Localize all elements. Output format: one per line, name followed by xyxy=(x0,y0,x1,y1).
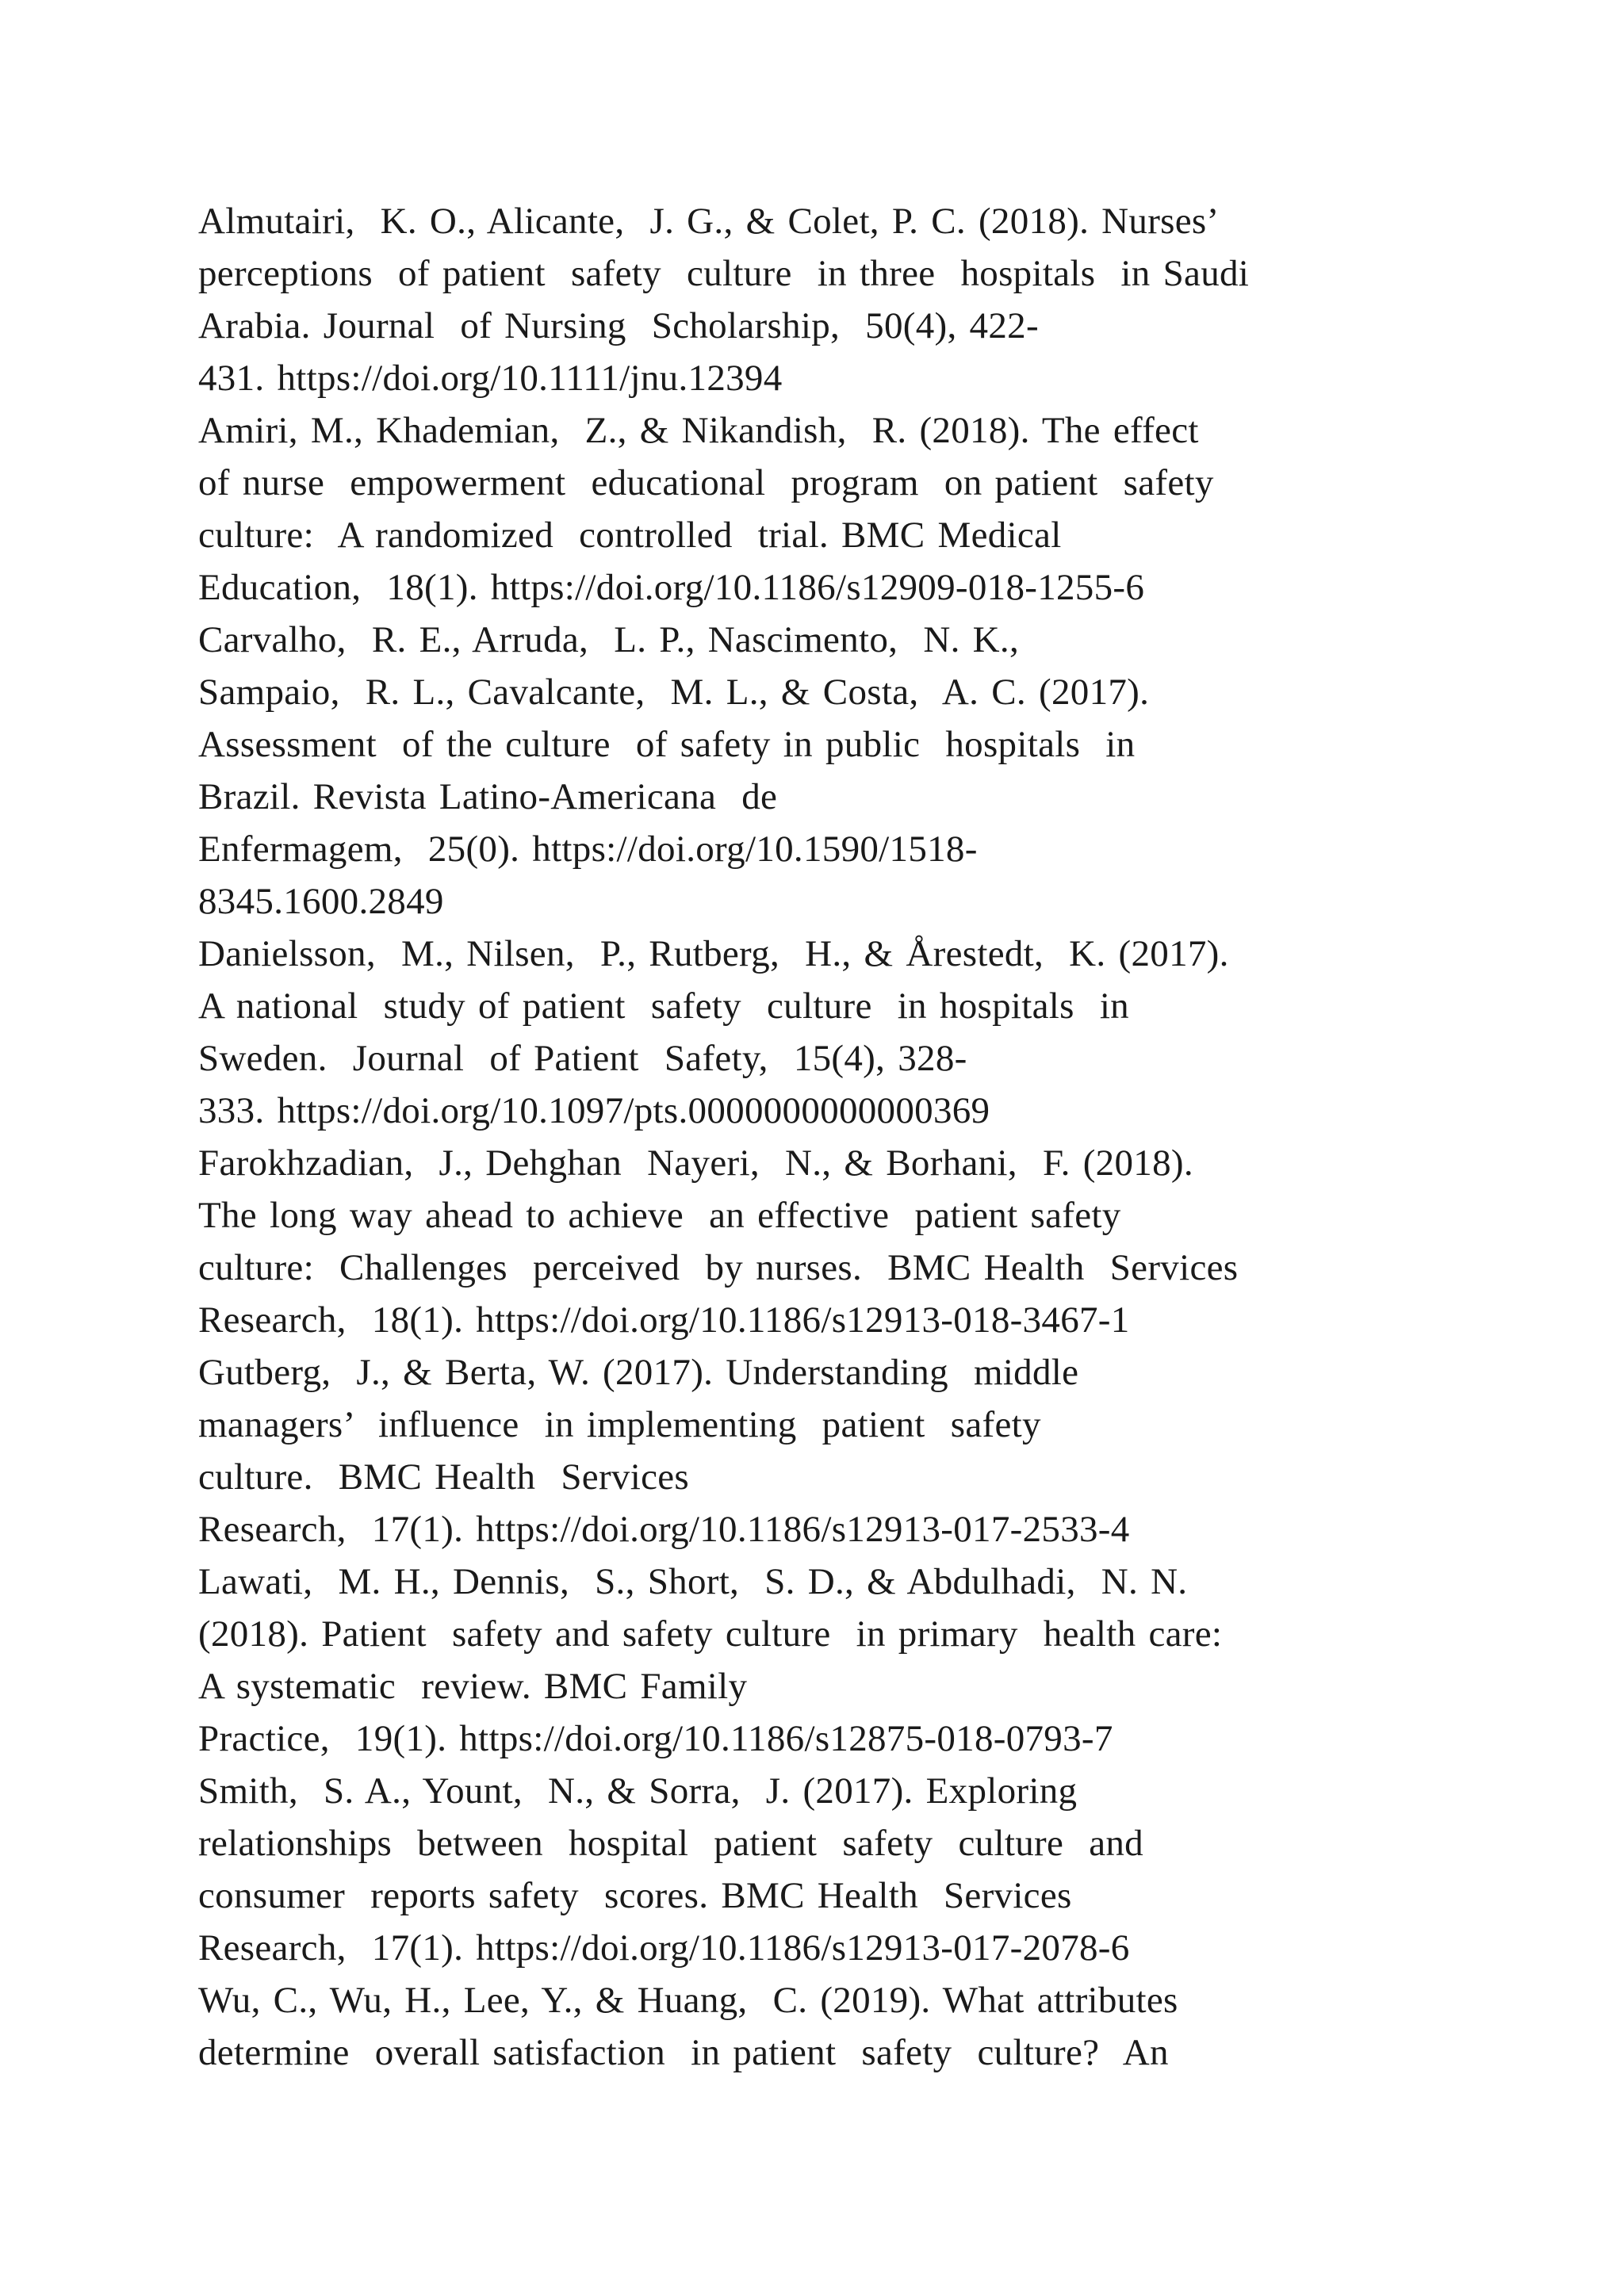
reference-entry-almutairi xyxy=(198,195,1435,404)
reference-line: Arabia. Journal of Nursing Scholarship, 50(4), 422- xyxy=(198,305,1039,346)
reference-entry-carvalho xyxy=(198,614,1435,928)
reference-line: Research, 17(1). https://doi.org/10.1186/s12913-017-2078-6 xyxy=(198,1927,1130,1969)
reference-line: Practice, 19(1). https://doi.org/10.1186/s12875-018-0793-7 xyxy=(198,1718,1113,1759)
reference-line: 431. https://doi.org/10.1111/jnu.12394 xyxy=(198,358,783,399)
reference-line: Gutberg, J., & Berta, W. (2017). Understanding middle xyxy=(198,1352,1079,1393)
reference-line: 8345.1600.2849 xyxy=(198,881,444,922)
reference-line: Research, 17(1). https://doi.org/10.1186/s12913-017-2533-4 xyxy=(198,1509,1130,1550)
reference-line: The long way ahead to achieve an effective patient safety xyxy=(198,1195,1121,1236)
reference-line: Education, 18(1). https://doi.org/10.1186/s12909-018-1255-6 xyxy=(198,567,1145,608)
reference-line: Danielsson, M., Nilsen, P., Rutberg, H., & Årestedt, K. (2017). xyxy=(198,933,1229,974)
reference-line: Lawati, M. H., Dennis, S., Short, S. D., & Abdulhadi, N. N. xyxy=(198,1561,1188,1602)
reference-line: Almutairi, K. O., Alicante, J. G., & Colet, P. C. (2018). Nurses’ xyxy=(198,201,1220,242)
reference-line: Smith, S. A., Yount, N., & Sorra, J. (2017). Exploring xyxy=(198,1770,1078,1812)
reference-line: Carvalho, R. E., Arruda, L. P., Nascimento, N. K., xyxy=(198,619,1020,660)
reference-line: (2018). Patient safety and safety culture in primary health care: xyxy=(198,1613,1223,1655)
reference-entry-gutberg xyxy=(198,1346,1435,1556)
reference-line: Farokhzadian, J., Dehghan Nayeri, N., & Borhani, F. (2018). xyxy=(198,1142,1193,1184)
reference-line: culture: A randomized controlled trial. BMC Medical xyxy=(198,515,1062,556)
reference-line: Wu, C., Wu, H., Lee, Y., & Huang, C. (2019). What attributes xyxy=(198,1980,1178,2021)
reference-list xyxy=(198,195,1435,2079)
reference-line: Research, 18(1). https://doi.org/10.1186/s12913-018-3467-1 xyxy=(198,1299,1130,1341)
reference-line: culture. BMC Health Services xyxy=(198,1456,689,1498)
reference-entry-danielsson xyxy=(198,928,1435,1137)
reference-line: consumer reports safety scores. BMC Health Services xyxy=(198,1875,1072,1916)
reference-line: relationships between hospital patient safety culture and xyxy=(198,1823,1143,1864)
reference-entry-wu xyxy=(198,1974,1435,2079)
reference-line: Sampaio, R. L., Cavalcante, M. L., & Costa, A. C. (2017). xyxy=(198,672,1150,713)
reference-line: Amiri, M., Khademian, Z., & Nikandish, R. (2018). The effect xyxy=(198,410,1199,451)
reference-line: Sweden. Journal of Patient Safety, 15(4), 328- xyxy=(198,1038,967,1079)
reference-line: perceptions of patient safety culture in three hospitals in Saudi xyxy=(198,253,1250,294)
reference-entry-amiri xyxy=(198,404,1435,614)
reference-line: managers’ influence in implementing patient safety xyxy=(198,1404,1041,1445)
reference-line: A systematic review. BMC Family xyxy=(198,1666,748,1707)
reference-entry-farokhzadian xyxy=(198,1137,1435,1346)
reference-line: of nurse empowerment educational program on patient safety xyxy=(198,462,1214,503)
reference-line: Brazil. Revista Latino-Americana de xyxy=(198,776,778,817)
reference-entry-lawati xyxy=(198,1556,1435,1765)
reference-line: Assessment of the culture of safety in public hospitals in xyxy=(198,724,1136,765)
reference-line: determine overall satisfaction in patient safety culture? An xyxy=(198,2032,1169,2073)
reference-line: A national study of patient safety culture in hospitals in xyxy=(198,985,1129,1027)
reference-line: culture: Challenges perceived by nurses. BMC Health Services xyxy=(198,1247,1239,1288)
reference-line: Enfermagem, 25(0). https://doi.org/10.1590/1518- xyxy=(198,828,978,870)
reference-line: 333. https://doi.org/10.1097/pts.0000000000000369 xyxy=(198,1090,990,1131)
reference-entry-smith xyxy=(198,1765,1435,1974)
